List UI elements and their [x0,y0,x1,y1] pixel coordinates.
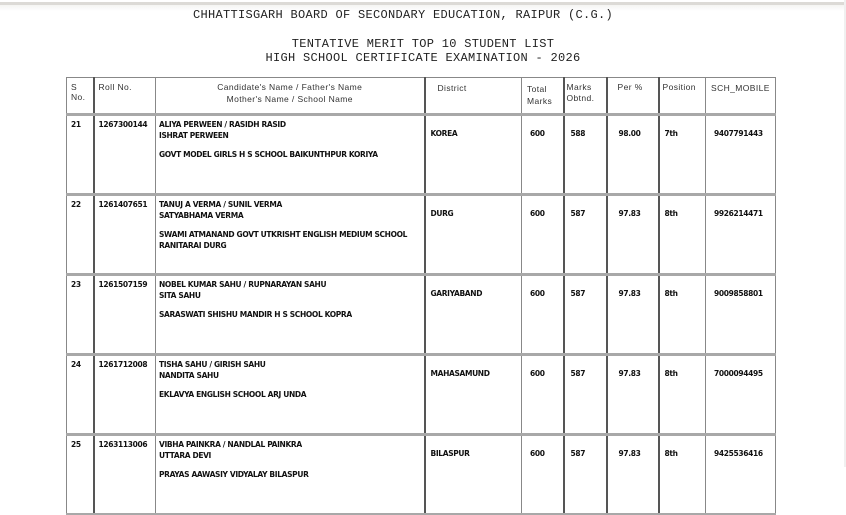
cell-district: DURG [425,195,522,275]
cell-school: SWAMI ATMANAND GOVT UTKRISHT ENGLISH MEDIUM SCHOOL RANITARAI DURG [159,230,408,250]
header-marks [564,78,607,115]
cell-mobile: 9926214471 [706,195,776,275]
cell-total: 600 [522,195,564,275]
header-per: Per % [607,78,659,115]
cell-sno: 23 [67,275,94,355]
cell-mobile: 9425536416 [706,435,776,515]
cell-candidate [156,195,425,275]
cell-roll: 1267300144 [94,115,156,195]
cell-per: 98.00 [607,115,659,195]
cell-per: 97.83 [607,355,659,435]
cell-total: 600 [522,355,564,435]
cell-roll: 1261507159 [94,275,156,355]
cell-candidate [156,435,425,515]
cell-position: 7th [659,115,706,195]
cell-candidate [156,115,425,195]
cell-school: GOVT MODEL GIRLS H S SCHOOL BAIKUNTHPUR KORIYA [159,150,378,159]
cell-position: 8th [659,195,706,275]
cell-district: MAHASAMUND [425,355,522,435]
cell-name-father: ALIYA PERWEEN / RASIDH RASID [159,120,286,129]
cell-district: BILASPUR [425,435,522,515]
cell-mother: SATYABHAMA VERMA [159,211,244,220]
cell-roll: 1263113006 [94,435,156,515]
header-mobile: SCH_MOBILE [706,78,776,115]
cell-sno: 22 [67,195,94,275]
header-marks-line2: Obtnd. [566,93,595,103]
cell-name-father: TISHA SAHU / GIRISH SAHU [159,360,266,369]
cell-per: 97.83 [607,195,659,275]
cell-name-father: VIBHA PAINKRA / NANDLAL PAINKRA [159,440,302,449]
cell-marks: 587 [564,275,607,355]
header-name-line1: Candidate's Name / Father's Name [217,82,363,92]
cell-marks: 587 [564,435,607,515]
cell-school: EKLAVYA ENGLISH SCHOOL ARJ UNDA [159,390,307,399]
cell-school: SARASWATI SHISHU MANDIR H S SCHOOL KOPRA [159,310,352,319]
cell-mobile: 7000094495 [706,355,776,435]
board-title: CHHATTISGARH BOARD OF SECONDARY EDUCATION, RAIPUR (C.G.) [192,8,614,22]
cell-sno: 24 [67,355,94,435]
cell-mother: SITA SAHU [159,291,201,300]
merit-table [66,77,776,515]
cell-marks: 587 [564,355,607,435]
cell-per: 97.83 [607,275,659,355]
cell-school: PRAYAS AAWASIY VIDYALAY BILASPUR [159,470,309,479]
cell-position: 8th [659,275,706,355]
table-row [67,195,776,275]
cell-mobile: 9407791443 [706,115,776,195]
cell-candidate [156,355,425,435]
header-total-line1: Total [527,84,547,94]
cell-mother: NANDITA SAHU [159,371,219,380]
cell-district: KOREA [425,115,522,195]
header-total-line2: Marks [527,96,553,106]
header-name-line2: Mother's Name / School Name [226,94,353,104]
cell-sno: 21 [67,115,94,195]
cell-position: 8th [659,435,706,515]
cell-candidate [156,275,425,355]
list-title: TENTATIVE MERIT TOP 10 STUDENT LIST [291,37,555,51]
header-name [156,78,425,115]
header-district: District [425,78,522,115]
cell-position: 8th [659,355,706,435]
cell-sno: 25 [67,435,94,515]
table-row [67,115,776,195]
cell-mobile: 9009858801 [706,275,776,355]
cell-district: GARIYABAND [425,275,522,355]
exam-title: HIGH SCHOOL CERTIFICATE EXAMINATION - 2026 [265,51,581,65]
cell-mother: UTTARA DEVI [159,451,212,460]
header-sno: S No. [67,78,94,115]
table-header-row [67,78,776,115]
cell-roll: 1261712008 [94,355,156,435]
table-row [67,275,776,355]
cell-mother: ISHRAT PERWEEN [159,131,229,140]
cell-marks: 588 [564,115,607,195]
cell-name-father: NOBEL KUMAR SAHU / RUPNARAYAN SAHU [159,280,327,289]
header-roll: Roll No. [94,78,156,115]
cell-name-father: TANUJ A VERMA / SUNIL VERMA [159,200,282,209]
cell-roll: 1261407651 [94,195,156,275]
table-row [67,435,776,515]
cell-total: 600 [522,435,564,515]
table-row [67,355,776,435]
header-total [522,78,564,115]
header-position: Position [659,78,706,115]
header-marks-line1: Marks [566,82,592,92]
cell-total: 600 [522,275,564,355]
cell-total: 600 [522,115,564,195]
cell-marks: 587 [564,195,607,275]
cell-per: 97.83 [607,435,659,515]
